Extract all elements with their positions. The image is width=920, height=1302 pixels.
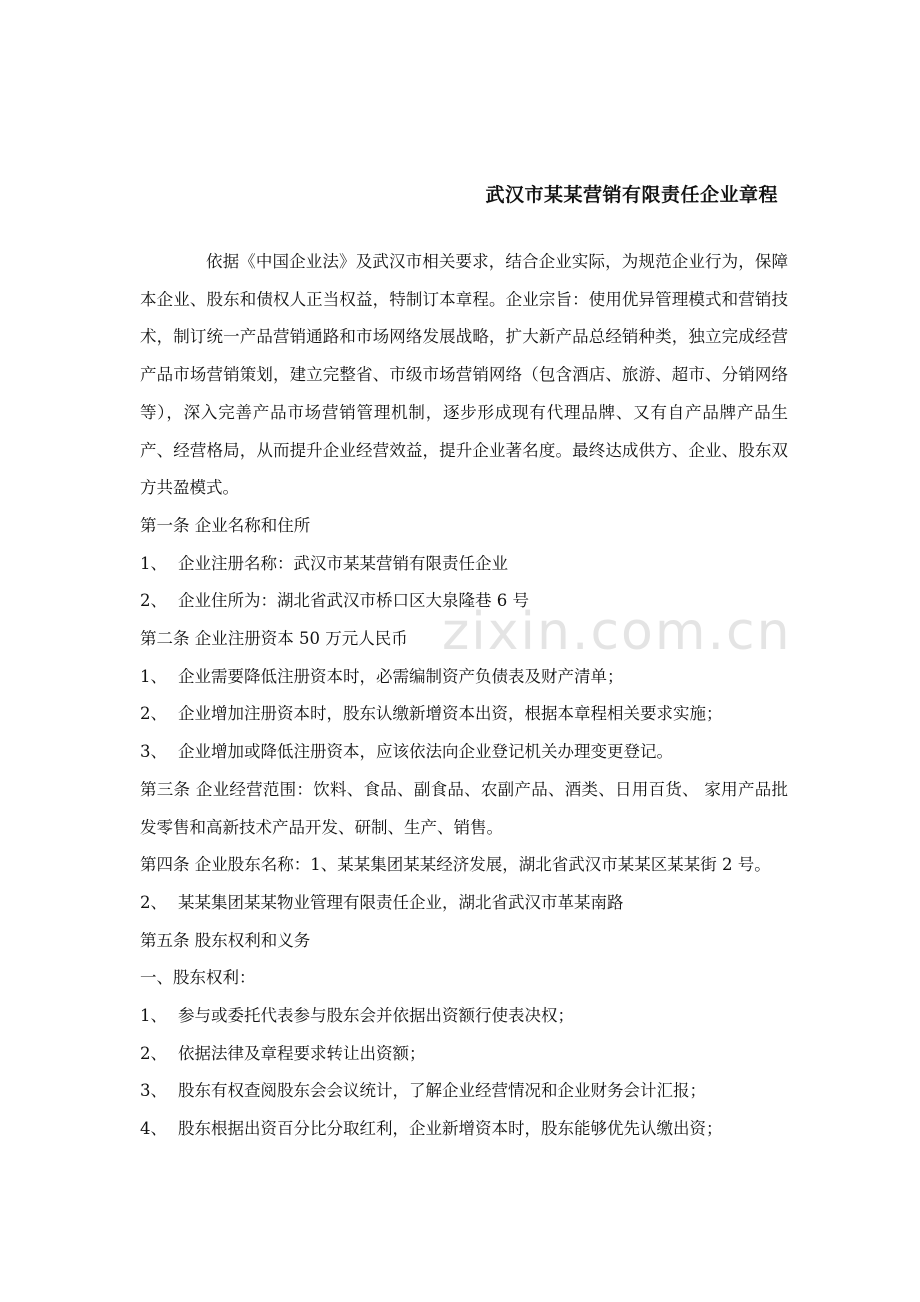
item-text: 参与或委托代表参与股东会并依据出资额行使表决权；: [178, 1006, 574, 1026]
item-text: 企业注册名称：武汉市某某营销有限责任企业: [178, 553, 508, 573]
item-text: 企业增加或降低注册资本，应该依法向企业登记机关办理变更登记。: [178, 742, 673, 762]
article-5-heading: 第五条 股东权利和义务: [140, 930, 311, 950]
item-number: 2、: [140, 591, 167, 611]
item-number: 2、: [140, 892, 167, 912]
article-1-item-1: [140, 545, 788, 583]
article-2-item-1: [140, 658, 788, 696]
rights-item-2: [140, 1035, 788, 1073]
item-text: 某某集团某某物业管理有限责任企业，湖北省武汉市革某南路: [178, 892, 624, 912]
rights-heading: 一、股东权利：: [140, 968, 256, 988]
article-2-item-2: [140, 695, 788, 733]
article-1-item-2: [140, 582, 788, 620]
item-text: 股东根据出资百分比分取红利，企业新增资本时，股东能够优先认缴出资；: [178, 1119, 723, 1139]
item-text: 股东有权查阅股东会会议统计，了解企业经营情况和企业财务会计汇报；: [178, 1081, 706, 1101]
article-2-heading: 第二条 企业注册资本 50 万元人民币: [140, 629, 408, 649]
item-text: 依据法律及章程要求转让出资额；: [178, 1043, 426, 1063]
item-number: 3、: [140, 1081, 167, 1101]
item-number: 1、: [140, 553, 167, 573]
item-number: 1、: [140, 666, 167, 686]
item-number: 4、: [140, 1119, 167, 1139]
rights-item-4: [140, 1110, 788, 1148]
rights-item-1: [140, 997, 788, 1035]
article-1-heading: 第一条 企业名称和住所: [140, 515, 311, 535]
item-number: 2、: [140, 704, 167, 724]
article-3-paragraph: 第三条 企业经营范围：饮料、食品、副食品、农副产品、酒类、日用百货、 家用产品批发零售和高新技术产品开发、研制、生产、销售。: [140, 779, 788, 837]
item-text: 企业增加注册资本时，股东认缴新增资本出资，根据本章程相关要求实施；: [178, 704, 723, 724]
article-4-paragraph: 第四条 企业股东名称：1、某某集团某某经济发展，湖北省武汉市某某区某某街 2 号。: [140, 855, 771, 875]
preamble-paragraph: 依据《中国企业法》及武汉市相关要求，结合企业实际，为规范企业行为，保障本企业、股东和债权人正当权益，特制订本章程。企业宗旨：使用优异管理模式和营销技术，制订统一产品营销通路和市场网络发展战略，扩大新产品总经销种类，独立完成经营产品市场营销策划，建立完整省、市级市场营销网络（包含酒店、旅游、超市、分销网络等），深入完善产品市场营销管理机制，逐步形成现有代理品牌、又有自产品牌产品生产、经营格局，从而提升企业经营效益，提升企业著名度。最终达成供方、企业、股东双方共盈模式。: [140, 252, 788, 498]
article-4-item-2: [140, 884, 788, 922]
item-number: 1、: [140, 1006, 167, 1026]
item-number: 3、: [140, 742, 167, 762]
item-text: 企业住所为：湖北省武汉市桥口区大泉隆巷 6 号: [178, 591, 529, 611]
item-text: 企业需要降低注册资本时，必需编制资产负债表及财产清单；: [178, 666, 624, 686]
document-body: [140, 243, 788, 1148]
article-2-item-3: [140, 733, 788, 771]
site-watermark: zixin.com.cn: [442, 602, 792, 662]
document-title: 武汉市某某营销有限责任企业章程: [485, 184, 778, 206]
item-number: 2、: [140, 1043, 167, 1063]
rights-item-3: [140, 1072, 788, 1110]
